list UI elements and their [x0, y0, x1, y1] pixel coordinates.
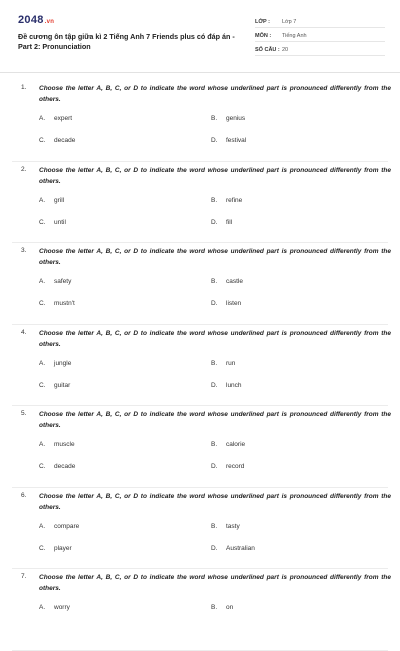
- option-letter: D.: [211, 544, 218, 552]
- option-word: mustn't: [54, 300, 75, 307]
- meta-row-count: [255, 44, 385, 56]
- option-letter: A.: [39, 278, 46, 285]
- question-number: 2.: [21, 165, 27, 173]
- option-letter: A.: [39, 441, 46, 448]
- option-letter: D.: [211, 218, 218, 226]
- option-letter: A.: [39, 115, 46, 122]
- option-c[interactable]: [39, 463, 75, 470]
- option-word: listen: [226, 300, 242, 307]
- option-c[interactable]: [39, 300, 75, 307]
- option-word: compare: [54, 522, 80, 530]
- question-item: [12, 243, 391, 325]
- option-word: expert: [54, 115, 73, 122]
- option-a[interactable]: [39, 197, 64, 204]
- option-word: calorie: [226, 441, 246, 448]
- question-text: Choose the letter A, B, C, or D to indicate the word whose underlined part is pronounced differently from the others.: [39, 166, 391, 185]
- site-logo[interactable]: [18, 14, 54, 26]
- option-word: player: [54, 544, 72, 552]
- option-d[interactable]: [211, 137, 246, 144]
- question-item: [12, 80, 391, 162]
- option-a[interactable]: [39, 278, 71, 285]
- option-b[interactable]: [211, 523, 240, 530]
- option-d[interactable]: [211, 219, 232, 226]
- meta-label: MÔN :: [255, 32, 272, 39]
- meta-row-class: [255, 16, 385, 28]
- question-item: [12, 569, 391, 651]
- option-letter: C.: [39, 137, 46, 144]
- question-number: 7.: [21, 573, 27, 580]
- option-word: tasty: [226, 522, 240, 530]
- question-number: 5.: [21, 410, 27, 417]
- header-divider: [0, 72, 400, 73]
- logo-text: 2048: [18, 14, 44, 26]
- option-letter: B.: [211, 522, 218, 530]
- question-number: 6.: [21, 491, 27, 499]
- question-text: Choose the letter A, B, C, or D to indicate the word whose underlined part is pronounced differently from the others.: [39, 574, 391, 592]
- option-word: lunch: [226, 381, 242, 389]
- page-title: Đề cương ôn tập giữa kì 2 Tiếng Anh 7 Friends plus có đáp án - Part 2: Pronunciation: [18, 32, 235, 51]
- question-item: [12, 325, 391, 407]
- question-text: Choose the letter A, B, C, or D to indicate the word whose underlined part is pronounced differently from the others.: [39, 329, 391, 348]
- option-letter: A.: [39, 359, 46, 367]
- option-letter: B.: [211, 359, 218, 367]
- option-word: until: [54, 218, 66, 226]
- question-item: [12, 406, 391, 488]
- option-c[interactable]: [39, 545, 72, 552]
- question-text: Choose the letter A, B, C, or D to indicate the word whose underlined part is pronounced differently from the others.: [39, 492, 391, 511]
- option-word: refine: [226, 196, 243, 204]
- logo-suffix: .vn: [44, 19, 55, 25]
- meta-value: 20: [282, 46, 289, 53]
- meta-label: LỚP :: [255, 18, 270, 25]
- question-number: 1.: [21, 84, 27, 91]
- option-letter: B.: [211, 196, 218, 204]
- option-d[interactable]: [211, 382, 242, 389]
- option-d[interactable]: [211, 300, 241, 307]
- option-letter: C.: [39, 218, 46, 226]
- option-d[interactable]: [211, 463, 244, 470]
- option-b[interactable]: [211, 115, 245, 122]
- option-word: record: [226, 463, 245, 470]
- option-letter: C.: [39, 544, 46, 552]
- question-text: Choose the letter A, B, C, or D to indicate the word whose underlined part is pronounced differently from the others.: [39, 248, 391, 266]
- option-word: worry: [54, 604, 70, 611]
- option-letter: A.: [39, 604, 46, 611]
- meta-value: Tiếng Anh: [282, 32, 307, 39]
- question-number: 4.: [21, 328, 27, 336]
- option-b[interactable]: [211, 604, 233, 611]
- question-text: Choose the letter A, B, C, or D to indicate the word whose underlined part is pronounced differently from the others.: [39, 85, 391, 103]
- option-b[interactable]: [211, 441, 245, 448]
- question-item: [12, 162, 391, 244]
- option-c[interactable]: [39, 137, 75, 144]
- meta-label: SỐ CÂU :: [255, 46, 280, 53]
- option-d[interactable]: [211, 545, 255, 552]
- option-word: muscle: [54, 441, 75, 448]
- meta-row-subject: [255, 30, 385, 42]
- option-letter: D.: [211, 137, 218, 144]
- option-letter: A.: [39, 522, 46, 530]
- option-word: genius: [226, 115, 246, 122]
- option-a[interactable]: [39, 441, 75, 448]
- option-word: Australian: [226, 544, 255, 552]
- option-letter: A.: [39, 196, 46, 204]
- option-word: guitar: [54, 381, 71, 389]
- option-letter: C.: [39, 463, 46, 470]
- option-letter: D.: [211, 463, 218, 470]
- option-word: jungle: [54, 359, 72, 367]
- option-letter: B.: [211, 441, 218, 448]
- option-c[interactable]: [39, 382, 70, 389]
- option-b[interactable]: [211, 197, 242, 204]
- option-a[interactable]: [39, 115, 72, 122]
- question-text: Choose the letter A, B, C, or D to indicate the word whose underlined part is pronounced differently from the others.: [39, 411, 391, 429]
- option-word: safety: [54, 278, 72, 285]
- option-b[interactable]: [211, 278, 243, 285]
- option-word: fill: [226, 218, 233, 226]
- option-word: decade: [54, 137, 76, 144]
- meta-info: [255, 16, 385, 58]
- option-a[interactable]: [39, 604, 70, 611]
- question-item: [12, 488, 391, 570]
- option-word: on: [226, 604, 234, 611]
- question-list: [0, 80, 400, 651]
- option-letter: D.: [211, 381, 218, 389]
- option-letter: D.: [211, 300, 218, 307]
- option-letter: B.: [211, 278, 218, 285]
- option-a[interactable]: [39, 360, 71, 367]
- question-number: 3.: [21, 247, 27, 254]
- option-letter: B.: [211, 115, 218, 122]
- option-a[interactable]: [39, 523, 79, 530]
- meta-value: Lớp 7: [282, 18, 297, 25]
- option-word: decade: [54, 463, 76, 470]
- option-word: run: [226, 359, 236, 367]
- option-letter: C.: [39, 300, 46, 307]
- option-word: castle: [226, 278, 243, 285]
- option-letter: B.: [211, 604, 218, 611]
- option-b[interactable]: [211, 360, 235, 367]
- option-c[interactable]: [39, 219, 66, 226]
- page-header: [0, 0, 400, 68]
- option-letter: C.: [39, 381, 46, 389]
- option-word: festival: [226, 137, 247, 144]
- option-word: grill: [54, 196, 65, 204]
